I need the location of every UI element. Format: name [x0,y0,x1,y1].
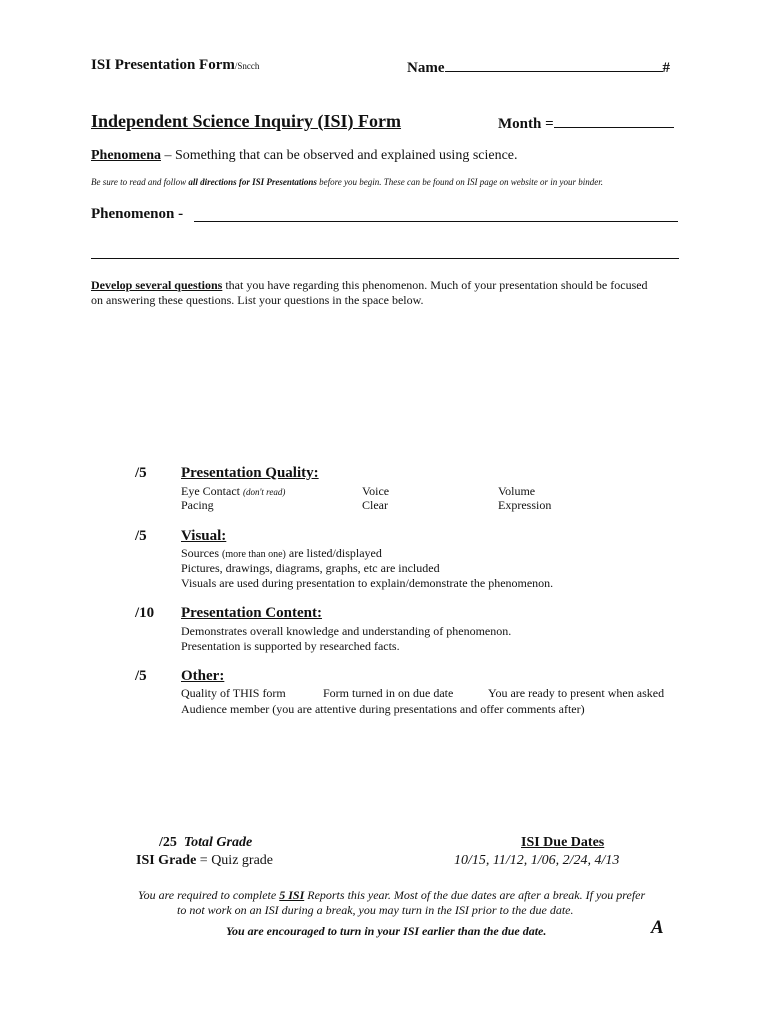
page-title: Independent Science Inquiry (ISI) Form [91,111,402,131]
quality-title: Presentation Quality: [181,465,319,481]
quality-pacing: Pacing [181,498,214,512]
name-label: Name [407,60,445,76]
quality-eye-contact: Eye Contact (don't read) [181,484,286,498]
other-ready: You are ready to present when asked [488,686,665,700]
questions-instructions-line-1: Develop several questions that you have regarding this phenomenon. Much of your presentation should be focused [91,278,648,292]
quality-score: /5 [135,465,147,481]
footer-line-3: You are encouraged to turn in your ISI earlier than the due date. [226,924,547,938]
other-turned-in: Form turned in on due date [323,686,454,700]
phenomena-definition: Phenomena – Something that can be observed and explained using science. [91,148,518,163]
quality-voice: Voice [362,484,390,498]
footer-line-1: You are required to complete 5 ISI Reports this year. Most of the due dates are after a break. If you prefer [138,888,646,902]
grade-mark: A [651,917,664,938]
quality-clear: Clear [362,498,388,512]
form-label: ISI Presentation Form/Sncch [91,57,260,73]
month-label: Month = [498,116,554,132]
content-facts: Presentation is supported by researched facts. [181,639,400,653]
name-blank[interactable] [445,57,663,72]
content-title: Presentation Content: [181,605,322,621]
month-field[interactable] [498,113,674,133]
phenomenon-input-line-2[interactable] [91,243,679,259]
other-score: /5 [135,668,147,684]
questions-area[interactable] [91,312,679,452]
phenomenon-input-line-1[interactable] [194,206,678,222]
content-knowledge: Demonstrates overall knowledge and understanding of phenomenon. [181,624,512,638]
due-dates-title: ISI Due Dates [521,835,605,850]
month-blank[interactable] [554,113,674,128]
due-dates-list: 10/15, 11/12, 1/06, 2/24, 4/13 [454,853,620,868]
visual-score: /5 [135,528,147,544]
other-audience: Audience member (you are attentive during presentations and offer comments after) [181,702,585,716]
visual-explain: Visuals are used during presentation to explain/demonstrate the phenomenon. [181,576,554,590]
other-quality: Quality of THIS form [181,686,286,700]
visual-title: Visual: [181,528,227,544]
visual-pictures: Pictures, drawings, diagrams, graphs, etc are included [181,561,440,575]
footer-line-2: to not work on an ISI during a break, you may turn in the ISI prior to the due date. [177,903,574,917]
visual-sources: Sources (more than one) are listed/displayed [181,546,382,560]
directions-note: Be sure to read and follow all directions for ISI Presentations before you begin. These can be found on ISI page on website or in your binder. [91,177,603,187]
number-label: # [662,60,670,76]
name-field[interactable] [407,57,670,77]
other-title: Other: [181,668,225,684]
total-grade: /25 Total Grade [159,835,253,850]
quality-volume: Volume [498,484,536,498]
content-score: /10 [135,605,155,621]
isi-grade: ISI Grade = Quiz grade [136,853,273,868]
quality-expression: Expression [498,498,552,512]
phenomenon-label: Phenomenon - [91,206,184,222]
questions-instructions-line-2: on answering these questions. List your questions in the space below. [91,293,424,307]
